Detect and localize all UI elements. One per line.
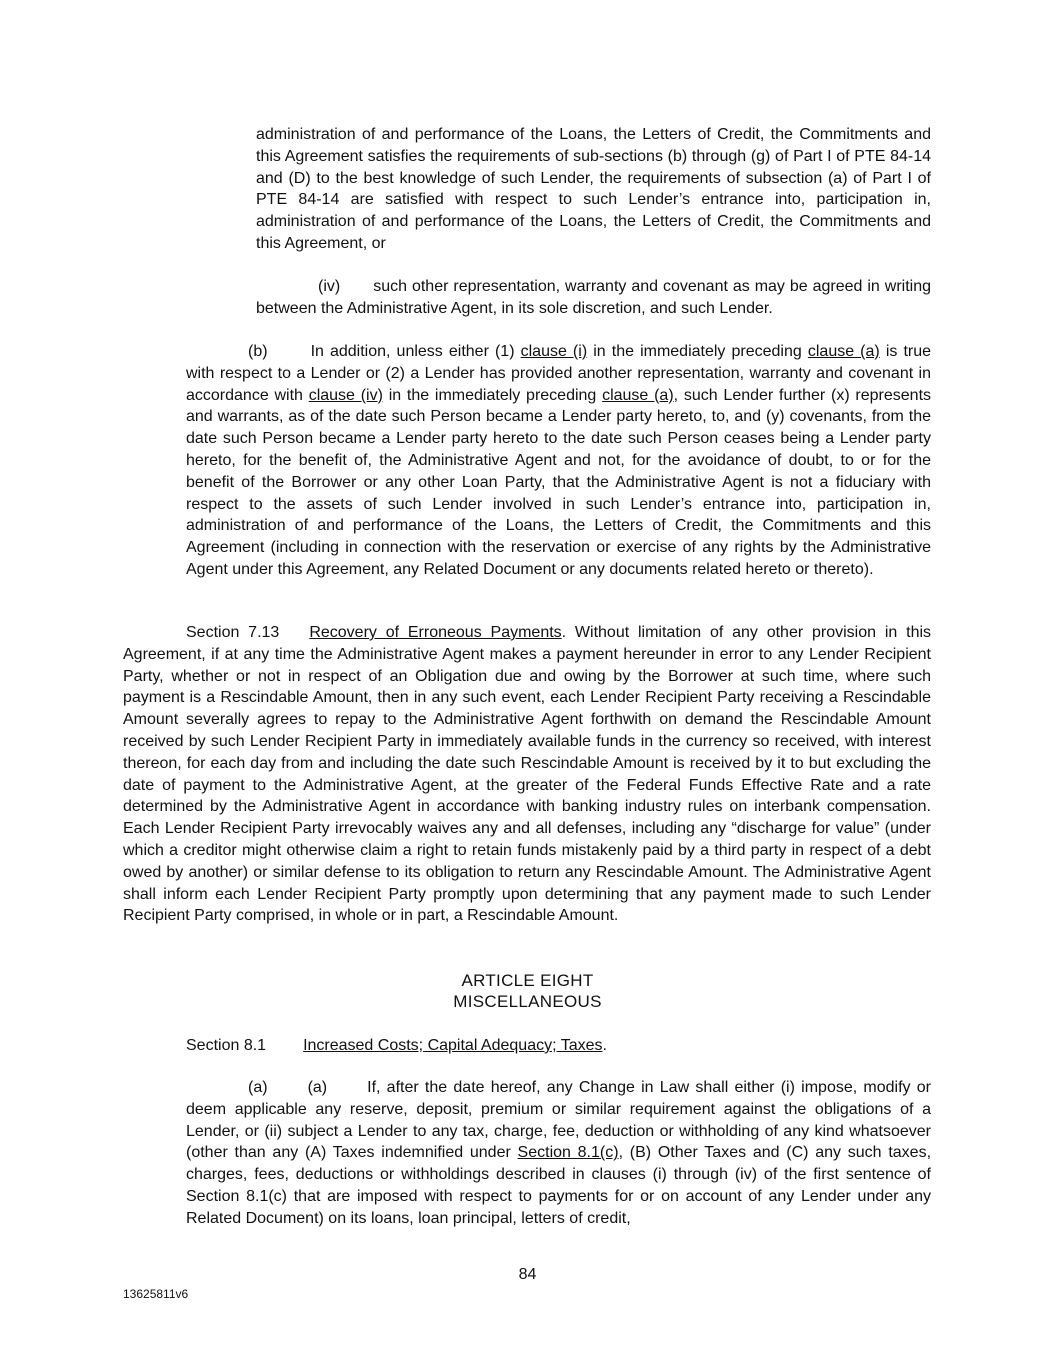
- text-run: in the immediately preceding: [382, 386, 603, 404]
- paragraph-clause-iv: [256, 276, 931, 320]
- article-number: ARTICLE EIGHT: [461, 971, 594, 990]
- article-heading: [0, 970, 1055, 1012]
- section-title: Recovery of Erroneous Payments: [309, 624, 562, 641]
- section-8-1-heading: [186, 1035, 931, 1057]
- paragraph-continuation: administration of and performance of the Loans, the Letters of Credit, the Commitments and this Agreement satisfies the requirements of sub-sections (b) through (g) of Part I of PTE 84-14 and (D) to the best knowledge of such Lender, the requirements of subsection (a) of Part I of PTE 84-14 are satisfied with respect to such Lender’s entrance into, participation in, administration of and performance of the Loans, the Letters of Credit, the Commitments and this Agreement, or: [256, 126, 931, 252]
- section-title-suffix: .: [602, 1037, 607, 1054]
- text-run: in the immediately preceding: [587, 343, 808, 360]
- section-label: Section 7.13: [186, 624, 280, 641]
- text-run: , (B) Other Taxes and (C) any such taxes, charges, fees, deductions or withholdings described in clauses (i) through (iv) of the first sentence of Section 8.1(c) that are imposed with respect to payments for or on account of any Lender under any Related Document) on its loans, loan principal, letters of credit,: [186, 1144, 932, 1227]
- page-number: 84: [518, 1266, 537, 1283]
- clause-reference: clause (a): [807, 343, 880, 360]
- text-run: is true with respect to a Lender or (2) a Lender has provided another representation, warranty and covenant in accordance with: [186, 343, 932, 404]
- clause-iv-text: such other representation, warranty and covenant as may be agreed in writing between the Administrative Agent, in its sole discretion, and such Lender.: [256, 278, 931, 317]
- section-7-13-paragraph: [123, 622, 931, 927]
- article-title: MISCELLANEOUS: [453, 992, 602, 1011]
- document-id: 13625811v6: [123, 1287, 189, 1301]
- subsection-label: (a): [248, 1079, 268, 1096]
- section-label: Section 8.1: [186, 1037, 267, 1054]
- paragraph-b: [186, 341, 931, 581]
- clause-reference: clause (i): [520, 343, 588, 360]
- section-title: Increased Costs; Capital Adequacy; Taxes: [303, 1037, 603, 1054]
- clause-reference: clause (iv): [308, 386, 383, 404]
- text-run: If, after the date hereof, any Change in Law shall either (i) impose, modify or deem applicable any reserve, deposit, premium or similar requirement against the obligations of a Lender, or (ii) subject a Lender to any tax, charge, fee, deduction or withholding of any kind whatsoever (other than any (A) Taxes indemnified under: [186, 1079, 931, 1162]
- section-reference: Section 8.1(c): [517, 1144, 619, 1162]
- clause-reference: clause (a): [602, 386, 674, 404]
- section-8-1-a-paragraph: [186, 1077, 931, 1230]
- text-run: In addition, unless either (1): [310, 343, 521, 360]
- text-run: , such Lender further (x) represents and warrants, as of the date such Person became a Lender party hereto, to, and (y) covenants, from the date such Person became a Lender party hereto to the date such Person ceases being a Lender party hereto, for the benefit of, the Administrative Agent and not, for the avoidance of doubt, to or for the benefit of the Borrower or any other Loan Party, that the Administrative Agent is not a fiduciary with respect to the assets of such Lender involved in such Lender’s entrance into, participation in, administration of and performance of the Loans, the Letters of Credit, the Commitments and this Agreement (including in connection with the reservation or exercise of any rights by the Administrative Agent under this Agreement, any Related Document or any documents related hereto or thereto).: [186, 386, 932, 578]
- section-text: . Without limitation of any other provision in this Agreement, if at any time the Administrative Agent makes a payment hereunder in error to any Lender Recipient Party, whether or not in respect of an Obligation due and owing by the Borrower at such time, where such payment is a Rescindable Amount, then in any such event, each Lender Recipient Party receiving a Rescindable Amount severally agrees to repay to the Administrative Agent forthwith on demand the Rescindable Amount received by such Lender Recipient Party in immediately available funds in the currency so received, with interest thereon, for each day from and including the date such Rescindable Amount is received by it to but excluding the date of payment to the Administrative Agent, at the greater of the Federal Funds Effective Rate and a rate determined by the Administrative Agent in accordance with banking industry rules on interbank compensation. Each Lender Recipient Party irrevocably waives any and all defenses, including any “discharge for value” (under which a creditor might otherwise claim a right to retain funds mistakenly paid by a third party in respect of a debt owed by another) or similar defense to its obligation to return any Rescindable Amount. The Administrative Agent shall inform each Lender Recipient Party promptly upon determining that any payment made to such Lender Recipient Party comprised, in whole or in part, a Rescindable Amount.: [123, 624, 932, 925]
- paragraph-b-label: (b): [248, 343, 268, 360]
- clause-iv-label: (iv): [318, 278, 341, 295]
- subsection-label: (a): [307, 1079, 328, 1096]
